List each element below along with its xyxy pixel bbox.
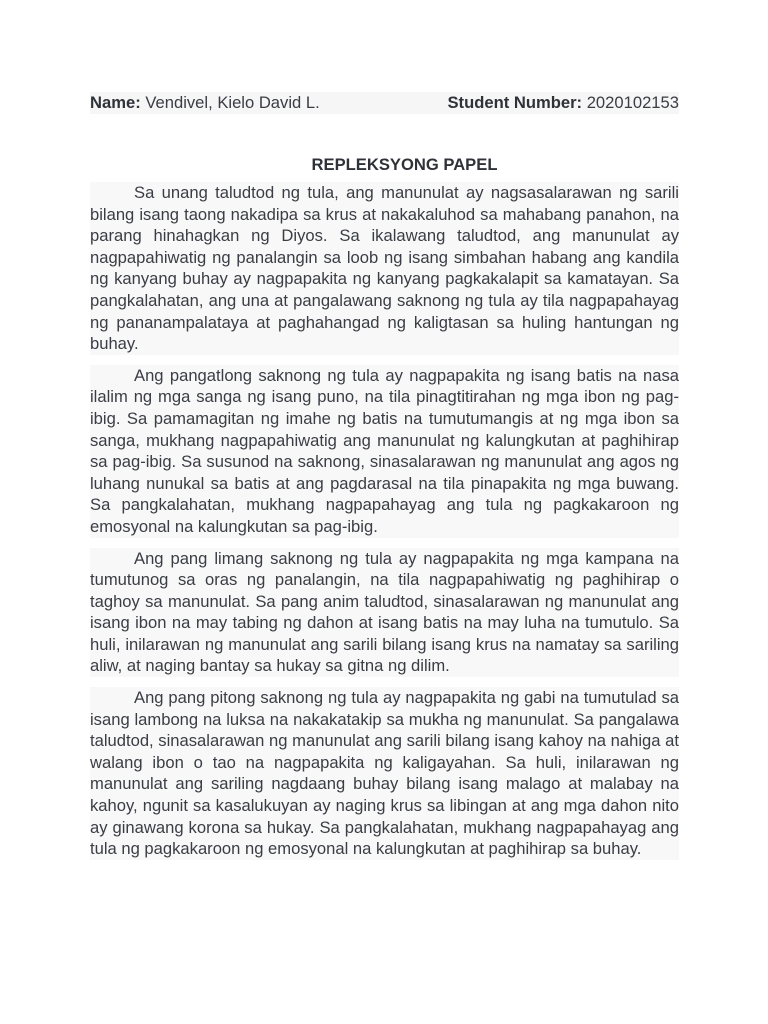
document-title: REPLEKSYONG PAPEL: [311, 155, 498, 174]
student-number-field: [447, 92, 679, 114]
student-number-value: 2020102153: [586, 93, 679, 112]
name-value: Vendivel, Kielo David L.: [145, 93, 320, 112]
name-label: Name:: [90, 93, 141, 112]
paragraph-3: Ang pang limang saknong ng tula ay nagpapakita ng mga kampana na tumutunog sa oras ng panalangin, na tila nagpapahiwatig ng paghihirap o taghoy sa manunulat. Sa pang anim taludtod, sinasalarawan ng manunulat ang isang ibon na may tabing ng dahon at isang batis na may luha na tumutulo. Sa huli, inilarawan ng manunulat ang sarili bilang isang krus na namatay sa sariling aliw, at naging bantay sa hukay sa gitna ng dilim.: [90, 548, 679, 676]
name-field: [90, 92, 320, 114]
document-body: [90, 182, 679, 860]
student-number-label: Student Number:: [447, 93, 583, 112]
paragraph-2: Ang pangatlong saknong ng tula ay nagpapakita ng isang batis na nasa ilalim ng mga sanga ng isang puno, na tila pinagtitirahan ng mga ibon ng pag-ibig. Sa pamamagitan ng imahe ng batis na tumutumangis at ng mga ibon sa sanga, mukhang nagpapahiwatig ang manunulat ng kalungkutan at paghihirap sa pag-ibig. Sa susunod na saknong, sinasalarawan ng manunulat ang agos ng luhang nunukal sa batis at ang pagdarasal na tila pinapakita ng mga buwang. Sa pangkalahatan, mukhang nagpapahayag ang tula ng pagkakaroon ng emosyonal na kalungkutan sa pag-ibig.: [90, 365, 679, 536]
document-page: [90, 92, 679, 870]
header-line: [90, 92, 679, 114]
paragraph-4: Ang pang pitong saknong ng tula ay nagpapakita ng gabi na tumutulad sa isang lambong na luksa na nakakatakip sa mukha ng manunulat. Sa pangalawa taludtod, sinasalarawan ng manunulat ang sarili bilang isang kahoy na nahiga at walang ibon o tao na nagpapakita ng kaligayahan. Sa huli, inilarawan ng manunulat ang sariling nagdaang buhay bilang isang malago at malabay na kahoy, ngunit sa kasalukuyan ay naging krus sa libingan at ang mga dahon nito ay ginawang korona sa hukay. Sa pangkalahatan, mukhang nagpapahayag ang tula ng pagkakaroon ng emosyonal na kalungkutan at paghihirap sa buhay.: [90, 688, 679, 859]
paragraph-1: Sa unang taludtod ng tula, ang manunulat ay nagsasalarawan ng sarili bilang isang taong nakadipa sa krus at nakakaluhod sa mahabang panahon, na parang hinahagkan ng Diyos. Sa ikalawang taludtod, ang manunulat ay nagpapahiwatig ng panalangin sa loob ng isang simbahan habang ang kandila ng kanyang buhay ay nagpapakita ng kanyang pagkakalapit sa kamatayan. Sa pangkalahatan, ang una at pangalawang saknong ng tula ay tila nagpapahayag ng pananampalataya at paghahangad ng kaligtasan sa huling hantungan ng buhay.: [90, 183, 679, 354]
